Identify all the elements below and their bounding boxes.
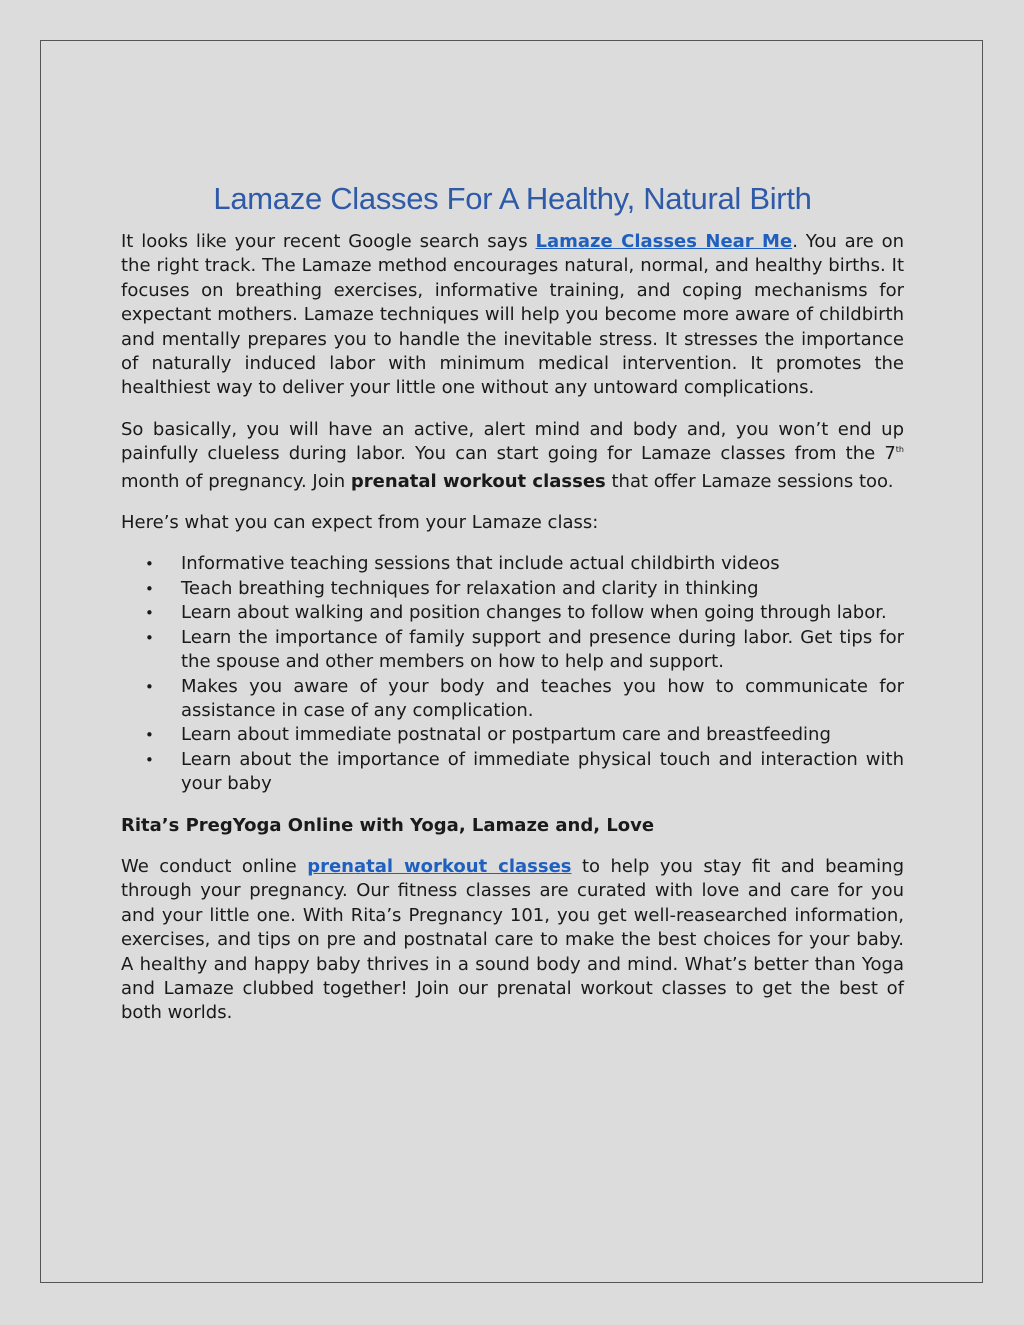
second-paragraph [121,418,904,494]
list-item-text: Learn the importance of family support and presence during labor. Get tips for the spouse and other members on how to help and support. [181,626,904,673]
closing-text-end: to help you stay fit and beaming through your pregnancy. Our fitness classes are curated with love and care for you and your little one. With Rita’s Pregnancy 101, you get well-reasearched information, exercises, and tips on pre and postnatal care to make the best choices for your baby. A healthy and happy baby thrives in a sound body and mind. What’s better than Yoga and Lamaze clubbed together! Join our prenatal workout classes to get the best of both worlds. [121,855,904,1024]
document-body [121,230,904,1043]
list-item-text: Learn about walking and position changes to follow when going through labor. [181,602,887,624]
bullet-icon: • [145,726,154,745]
list-item [121,723,904,747]
bullet-icon: • [145,555,154,574]
list-item [121,626,904,675]
list-item-text: Makes you aware of your body and teaches you how to communicate for assistance in case of any complication. [181,675,904,721]
bullet-icon: • [145,677,154,696]
page-title: Lamaze Classes For A Healthy, Natural Birth [213,181,812,216]
prenatal-workout-bold: prenatal workout classes [350,470,606,492]
expectations-intro: Here’s what you can expect from your Lamaze class: [121,512,599,534]
intro-text-end: . You are on the right track. The Lamaze method encourages natural, normal, and healthy births. It focuses on breathing exercises, informative training, and coping mechanisms for expectant mothers. Lamaze techniques will help you become more aware of childbirth and mentally prepares you to handle the inevitable stress. It stresses the importance of naturally induced labor with minimum medical intervention. It promotes the healthiest way to deliver your little one without any untoward complications. [121,231,904,399]
prenatal-workout-classes-link[interactable]: prenatal workout classes [307,855,572,877]
list-item-text: Learn about the importance of immediate physical touch and interaction with your baby [181,748,904,795]
list-item [121,577,904,601]
list-item-text: Learn about immediate postnatal or postpartum care and breastfeeding [181,724,831,746]
closing-text-start: We conduct online [121,855,308,877]
intro-text-start: It looks like your recent Google search says [121,231,536,252]
list-item [121,601,904,625]
expectations-list [121,552,904,796]
bullet-icon: • [145,750,154,769]
document-page [40,40,983,1283]
intro-paragraph [121,230,904,401]
bullet-icon: • [145,628,154,647]
bullet-icon: • [145,579,154,598]
second-text-part2: month of pregnancy. Join [121,470,351,492]
section-subheading: Rita’s PregYoga Online with Yoga, Lamaze and, Love [121,814,655,836]
closing-paragraph [121,855,904,1026]
list-item-text: Informative teaching sessions that include actual childbirth videos [181,553,780,575]
ordinal-superscript: th [895,445,904,455]
list-item [121,748,904,797]
list-item [121,552,904,576]
list-item [121,675,904,724]
list-item-text: Teach breathing techniques for relaxation and clarity in thinking [181,577,759,599]
lamaze-classes-near-me-link[interactable]: Lamaze Classes Near Me [535,231,793,252]
bullet-icon: • [145,604,154,623]
second-text-part3: that offer Lamaze sessions too. [605,470,894,492]
second-text-part1: So basically, you will have an active, alert mind and body and, you won’t end up painfully clueless during labor. You can start going for Lamaze classes from the 7 [121,418,904,465]
